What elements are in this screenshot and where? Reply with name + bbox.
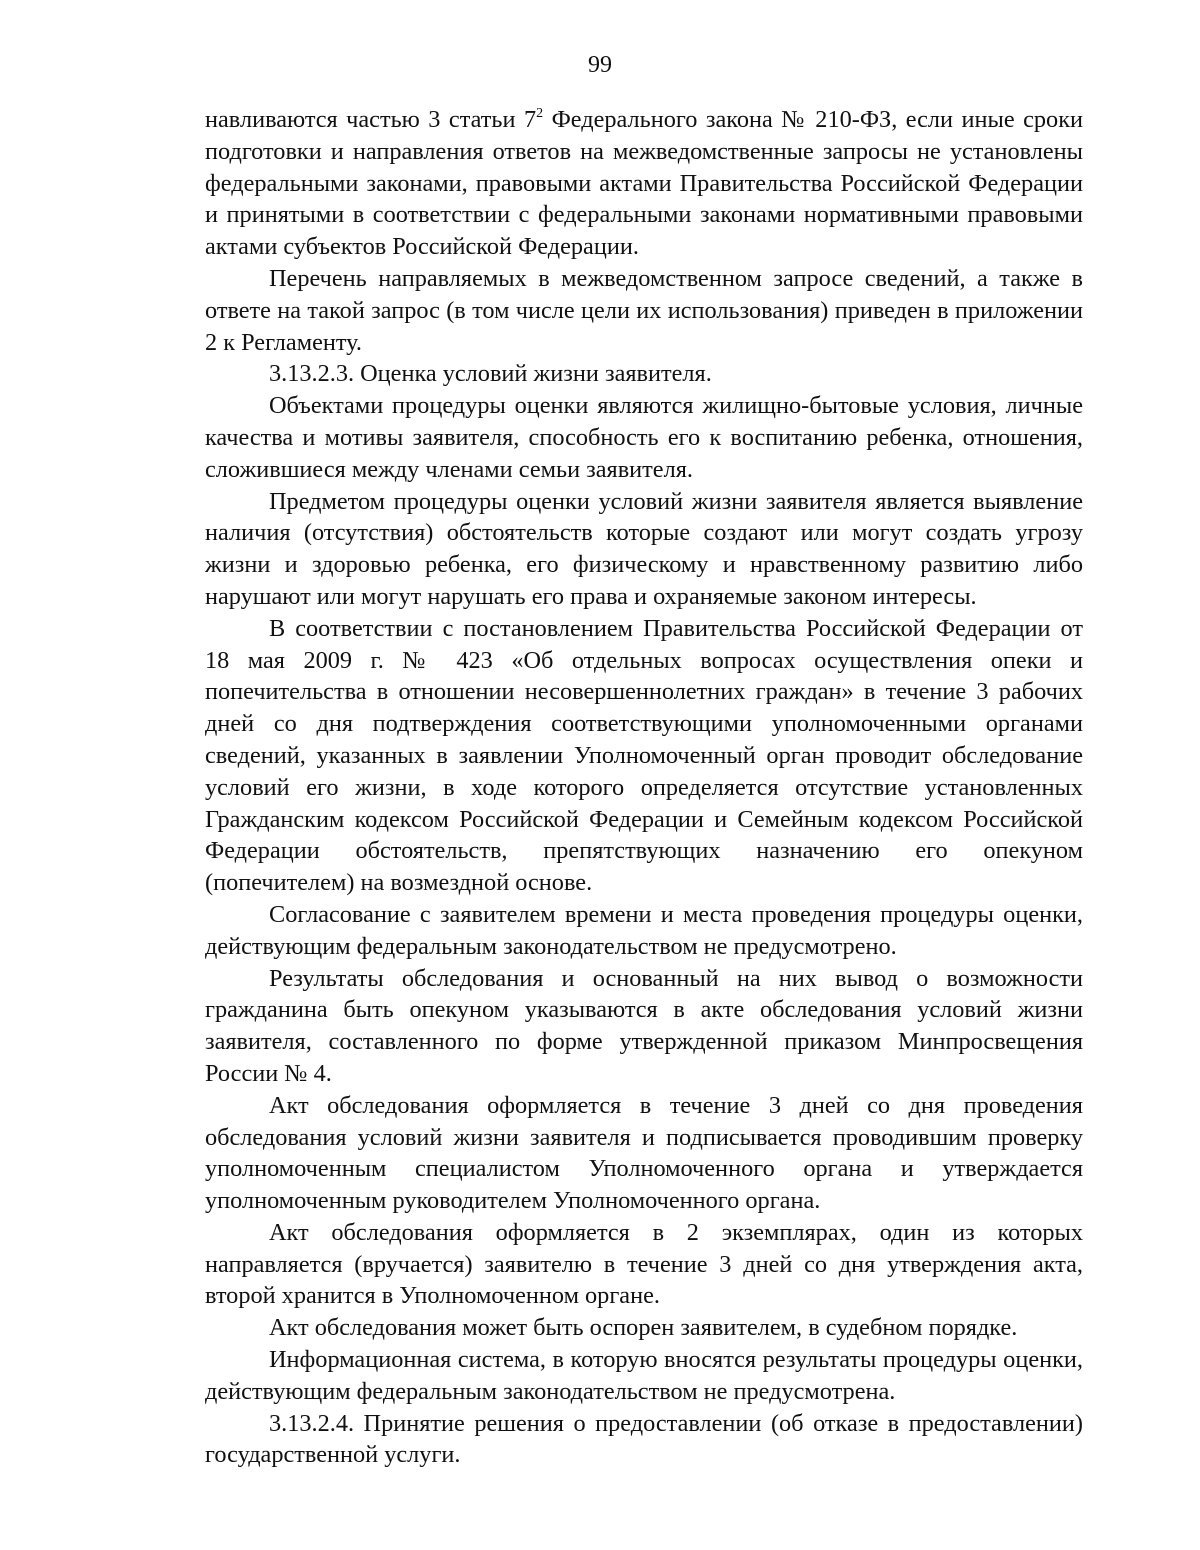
section-heading: 3.13.2.4. Принятие решения о предоставлении (об отказе в предоставлении) государственной услуги. (205, 1409, 1083, 1469)
superscript: 2 (536, 106, 544, 121)
paragraph-continuation (205, 104, 1083, 263)
paragraph: Информационная система, в которую вносятся результаты процедуры оценки, действующим федеральным законодательством не предусмотрена. (205, 1346, 1083, 1405)
paragraph: Перечень направляемых в межведомственном запросе сведений, а также в ответе на такой запрос (в том числе цели их использования) приведен в приложении 2 к Регламенту. (205, 264, 1083, 356)
paragraph: Предметом процедуры оценки условий жизни заявителя является выявление наличия (отсутствия) обстоятельств которые создают или могут создать угрозу жизни и здоровью ребенка, его физическому и нравственному развитию либо нарушают или могут нарушать его права и охраняемые законом интересы. (205, 487, 1083, 610)
section-heading: 3.13.2.3. Оценка условий жизни заявителя. (269, 360, 712, 388)
paragraph-text-part: Федерального закона № 210-ФЗ, если иные сроки подготовки и направления ответов на межведомственные запросы не установлены федеральными законами, правовыми актами Правительства Российской Федерации и принятыми в соответствии с федеральными законами нормативными правовыми актами субъектов Российской Федерации. (205, 106, 1084, 261)
paragraph: Согласование с заявителем времени и места проведения процедуры оценки, действующим федеральным законодательством не предусмотрено. (205, 900, 1083, 960)
paragraph: В соответствии с постановлением Правительства Российской Федерации от 18 мая 2009 г. № 423 «Об отдельных вопросах осуществления опеки и попечительства в отношении несовершеннолетних граждан» в течение 3 рабочих дней со дня подтверждения соответствующими уполномоченными органами сведений, указанных в заявлении Уполномоченный орган проводит обследование условий его жизни, в ходе которого определяется отсутствие установленных Гражданским кодексом Российской Федерации и Семейным кодексом Российской Федерации обстоятельств, препятствующих назначению его опекуном (попечителем) на возмездной основе. (205, 614, 1083, 897)
paragraph: Акт обследования может быть оспорен заявителем, в судебном порядке. (269, 1314, 1018, 1342)
paragraph-text-part: навливаются частью 3 статьи 7 (205, 106, 537, 133)
paragraph: Акт обследования оформляется в 2 экземплярах, один из которых направляется (вручается) заявителю в течение 3 дней со дня утверждения акта, второй хранится в Уполномоченном органе. (205, 1218, 1083, 1310)
paragraph: Акт обследования оформляется в течение 3 дней со дня проведения обследования условий жизни заявителя и подписывается проводившим проверку уполномоченным специалистом Уполномоченного органа и утверждается уполномоченным руководителем Уполномоченного органа. (205, 1091, 1083, 1215)
paragraph: Объектами процедуры оценки являются жилищно-бытовые условия, личные качества и мотивы заявителя, способность его к воспитанию ребенка, отношения, сложившиеся между членами семьи заявителя. (205, 392, 1083, 483)
paragraph: Результаты обследования и основанный на них вывод о возможности гражданина быть опекуном указываются в акте обследования условий жизни заявителя, составленного по форме утвержденной приказом Минпросвещения России № 4. (205, 964, 1083, 1087)
page-number: 99 (588, 52, 612, 78)
document-body (205, 104, 1083, 1471)
